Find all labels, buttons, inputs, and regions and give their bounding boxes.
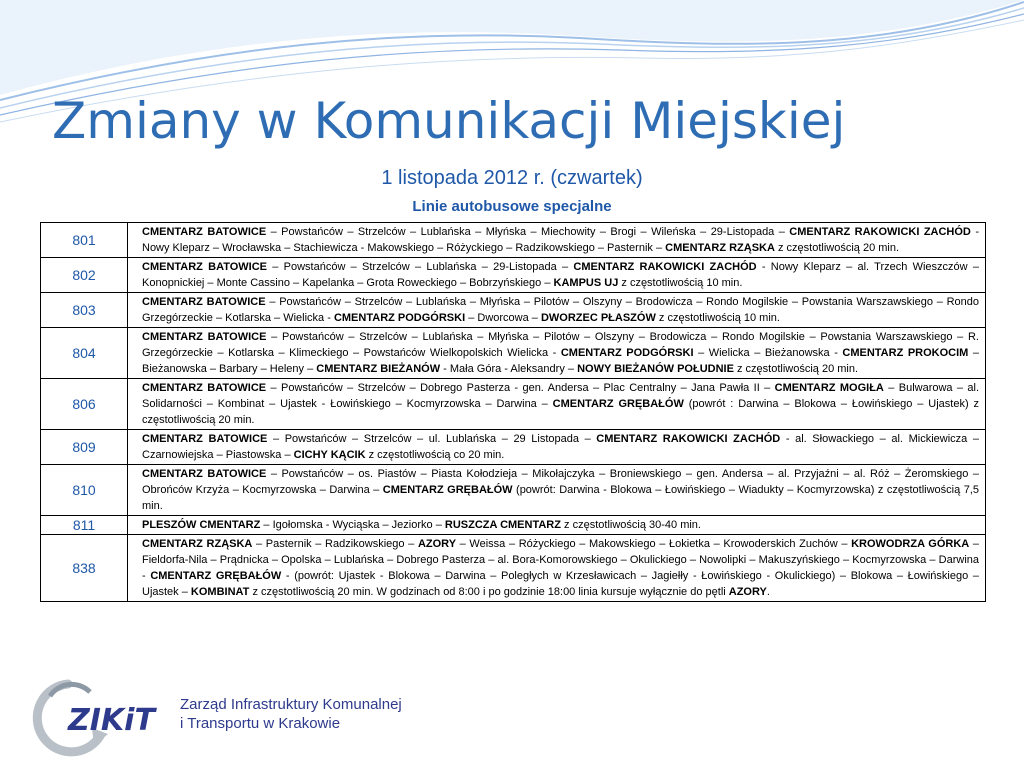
stop-highlight: CMENTARZ RAKOWICKI ZACHÓD [596, 433, 781, 445]
route-text: – Powstańców – Strzelców – ul. Lublańska – 29 Listopada – [267, 433, 597, 445]
line-number: 803 [41, 293, 128, 328]
table-row [41, 379, 986, 430]
route-text: – Weissa – Różyckiego – Makowskiego – Łokietka – Krowoderskich Zuchów – [456, 538, 852, 550]
route-text: – Powstańców – os. Piastów – Piasta Kołodzieja – Mikołajczyka – Broniewskiego – gen. Andersa – al. Przyjaźni – al. Róż – Żeromskiego – Obrońców Krzyża – Kocmyrzowska – Darwina – [142, 468, 979, 496]
route-text: – Powstańców – Strzelców – Lublańska – 29-Listopada – [267, 261, 574, 273]
stop-highlight: DWORZEC PŁASZÓW [540, 312, 656, 324]
table-row [41, 223, 986, 258]
route-text: – Pasternik – Radzikowskiego – [252, 538, 418, 550]
stop-highlight: CICHY KĄCIK [293, 449, 366, 461]
stop-highlight: CMENTARZ PODGÓRSKI [333, 312, 466, 324]
route-text: – Bieżanowska – Barbary – Heleny – [142, 347, 979, 375]
stop-highlight: CMENTARZ GRĘBAŁÓW [382, 484, 513, 496]
route-text: z częstotliwością 30-40 min. [560, 519, 701, 531]
line-number: 809 [41, 430, 128, 465]
stop-highlight: KROWODRZA GÓRKA [851, 538, 970, 550]
line-number: 811 [41, 516, 128, 535]
bus-lines-table [40, 222, 986, 602]
route-text: (powrót: Darwina - Blokowa – Łowińskiego – Wiadukty – Kocmyrzowska) z częstotliwością 7,5 min. [142, 484, 980, 512]
subheading: Linie autobusowe specjalne [412, 198, 612, 215]
stop-highlight: CMENTARZ PODGÓRSKI [560, 347, 694, 359]
stop-highlight: AZORY [417, 538, 457, 550]
route-text: z częstotliwością 10 min. [618, 277, 743, 289]
logo-line-2: i Transportu w Krakowie [180, 715, 341, 732]
stop-highlight: KAMPUS UJ [553, 277, 619, 289]
route-text: – Powstańców – Strzelców – Lublańska – Młyńska – Miechowity – Brogi – Wileńska – 29-Listopada – [266, 226, 790, 238]
table-row [41, 293, 986, 328]
route-description [128, 465, 986, 516]
recycle-arrow-logo-icon [28, 676, 188, 758]
table-row [41, 430, 986, 465]
stop-highlight: CMENTARZ BATOWICE [142, 296, 266, 308]
table-row [41, 258, 986, 293]
line-number: 806 [41, 379, 128, 430]
logo-line-1: Zarząd Infrastruktury Komunalnej [180, 696, 402, 713]
route-text: - Mała Góra - Aleksandry – [440, 363, 578, 375]
route-description [128, 293, 986, 328]
page-title: Zmiany w Komunikacji Miejskiej [52, 92, 846, 150]
stop-highlight: CMENTARZ GRĘBAŁÓW [552, 398, 684, 410]
stop-highlight: CMENTARZ RZĄSKA [665, 242, 775, 254]
stop-highlight: CMENTARZ RAKOWICKI ZACHÓD [789, 226, 971, 238]
stop-highlight: CMENTARZ PROKOCIM [842, 347, 969, 359]
route-text: – Bulwarowa – al. Solidarności – Kombinat – Ujastek - Łowińskiego – Kocmyrzowska – Darwina – [142, 382, 979, 410]
route-text: . [766, 586, 770, 598]
route-description [128, 379, 986, 430]
line-number: 804 [41, 328, 128, 379]
stop-highlight: KOMBINAT [190, 586, 250, 598]
route-text: – Powstańców – Strzelców – Dobrego Pasterza - gen. Andersa – Plac Centralny – Jana Pawła II – [266, 382, 775, 394]
route-text: – Igołomska - Wyciąska – Jeziorko – [260, 519, 445, 531]
stop-highlight: CMENTARZ BATOWICE [142, 382, 267, 394]
stop-highlight: CMENTARZ MOGIŁA [774, 382, 884, 394]
line-number: 801 [41, 223, 128, 258]
route-text: - (powrót: Ujastek - Blokowa – Darwina – Poległych w Krzesławicach – Jagiełły - Łowińskiego - Okulickiego) – Blokowa – Łowińskiego – Ujastek – [142, 570, 979, 598]
stop-highlight: CMENTARZ BATOWICE [142, 331, 267, 343]
line-number: 810 [41, 465, 128, 516]
stop-highlight: CMENTARZ RZĄSKA [142, 538, 253, 550]
route-text: - Nowy Kleparz – al. Trzech Wieszczów – Konopnickiej – Monte Cassino – Kapelanka – Grota Roweckiego – Bobrzyńskiego – [142, 261, 979, 289]
route-text: – Fieldorfa-Nila – Prądnicka – Opolska – Lublańska – Dobrego Pasterza – al. Bora-Komorowskiego – Okulickiego – Nowolipki – Makuszyńskiego – Kocmyrzowska – Darwina - [142, 538, 979, 582]
route-text: – Powstańców – Strzelców – Lublańska – Młyńska – Pilotów – Olszyny – Brodowicza – Rondo Mogilskie – Powstania Warszawskiego – R. Grzegórzeckie – Kotlarska – Klimeckiego – Powstańców Wielkopolskich Wielicka - [142, 331, 979, 359]
stop-highlight: CMENTARZ BATOWICE [142, 226, 267, 238]
route-description [128, 223, 986, 258]
stop-highlight: AZORY [728, 586, 767, 598]
route-text: (powrót : Darwina – Blokowa – Łowińskiego – Ujastek) z częstotliwością 20 min. [142, 398, 979, 426]
route-description [128, 258, 986, 293]
route-text: z częstotliwością co 20 min. [365, 449, 505, 461]
route-text: z częstotliwością 20 min. W godzinach od 8:00 i po godzinie 18:00 linia kursuje wyłącznie do pętli [249, 586, 729, 598]
stop-highlight: CMENTARZ BATOWICE [142, 468, 267, 480]
route-text: – Wielicka – Bieżanowska - [693, 347, 843, 359]
route-text: - Nowy Kleparz – Wrocławska – Stachiewicza - Makowskiego – Różyckiego – Radzikowskiego – Pasternik – [142, 226, 979, 254]
line-number: 802 [41, 258, 128, 293]
line-number: 838 [41, 535, 128, 602]
route-text: – Dworcowa – [465, 312, 541, 324]
route-text: z częstotliwością 20 min. [733, 363, 859, 375]
stop-highlight: CMENTARZ GRĘBAŁÓW [150, 570, 282, 582]
stop-highlight: CMENTARZ BATOWICE [142, 433, 268, 445]
stop-highlight: RUSZCZA CMENTARZ [444, 519, 561, 531]
table-row [41, 465, 986, 516]
route-description [128, 535, 986, 602]
route-text: z częstotliwością 20 min. [774, 242, 900, 254]
logo-text [180, 695, 402, 733]
table-row [41, 516, 986, 535]
route-text: z częstotliwością 10 min. [655, 312, 780, 324]
stop-highlight: CMENTARZ RAKOWICKI ZACHÓD [573, 261, 757, 273]
table-row [41, 328, 986, 379]
route-description [128, 328, 986, 379]
stop-highlight: NOWY BIEŻANÓW POŁUDNIE [577, 363, 734, 375]
logo-mark: ZIKiT [68, 703, 155, 738]
stop-highlight: PLESZÓW CMENTARZ [142, 519, 261, 531]
stop-highlight: CMENTARZ BIEŻANÓW [316, 363, 441, 375]
route-description [128, 430, 986, 465]
route-text: – Powstańców – Strzelców – Lublańska – Młyńska – Pilotów – Olszyny – Brodowicza – Rondo Mogilskie – Powstania Warszawskiego – Rondo Grzegórzeckie – Kotlarska – Wielicka - [142, 296, 980, 324]
date-line: 1 listopada 2012 r. (czwartek) [381, 167, 643, 189]
route-description [128, 516, 986, 535]
table-row [41, 535, 986, 602]
route-text: - al. Słowackiego – al. Mickiewicza – Czarnowiejska – Piastowska – [142, 433, 979, 461]
stop-highlight: CMENTARZ BATOWICE [142, 261, 268, 273]
